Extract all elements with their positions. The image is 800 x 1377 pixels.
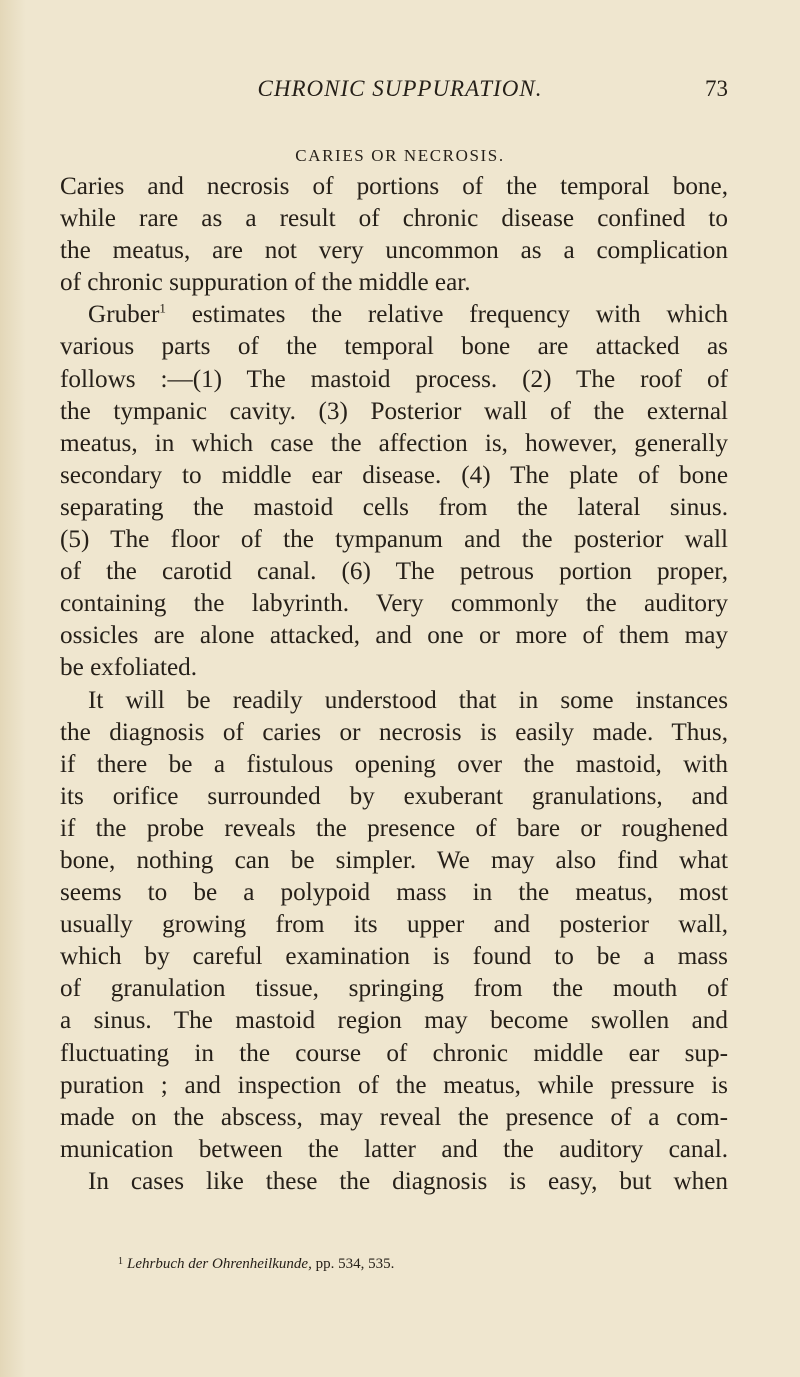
text-line: of granulation tissue, springing from the mouth of — [60, 975, 728, 1003]
text-line: containing the labyrinth. Very commonly the auditory — [60, 590, 728, 618]
text-line: follows :—(1) The mastoid process. (2) The roof of — [60, 365, 728, 393]
text-fragment: estimates the relative frequency with which — [191, 301, 728, 329]
text-line: made on the abscess, may reveal the presence of a com- — [60, 1103, 728, 1131]
text-line: which by careful examination is found to be a mass — [60, 943, 728, 971]
text-line: its orifice surrounded by exuberant granulations, and — [60, 782, 728, 810]
footnote-title: Lehrbuch der Ohrenheilkunde, — [127, 1256, 312, 1272]
text-line: while rare as a result of chronic disease confined to — [60, 205, 728, 233]
footnote-pages: pp. 534, 535. — [315, 1256, 395, 1272]
text-line: a sinus. The mastoid region may become swollen and — [60, 1007, 728, 1035]
text-line: various parts of the temporal bone are attacked as — [60, 333, 728, 361]
text-line: if there be a fistulous opening over the mastoid, with — [60, 750, 728, 778]
page-number: 73 — [705, 76, 728, 101]
text-line: Caries and necrosis of portions of the temporal bone, — [60, 173, 728, 200]
text-line: if the probe reveals the presence of bare or roughened — [60, 814, 728, 842]
text-line: the meatus, are not very uncommon as a complication — [60, 237, 728, 265]
text-line: bone, nothing can be simpler. We may also find what — [60, 846, 728, 874]
section-heading: CARIES OR NECROSIS. — [295, 146, 505, 165]
footnote-reference: 1 — [159, 300, 166, 316]
footnote — [118, 1256, 738, 1273]
body-text — [60, 171, 728, 1198]
text-line: seems to be a polypoid mass in the meatus, most — [60, 879, 728, 907]
text-line: It will be readily understood that in some instances — [88, 686, 728, 714]
text-line: puration ; and inspection of the meatus, while pressure is — [60, 1071, 728, 1099]
page-header — [0, 76, 800, 108]
page-edge — [0, 0, 26, 1377]
text-line: munication between the latter and the auditory canal. — [60, 1135, 728, 1163]
text-line — [60, 299, 728, 331]
text-line: of chronic suppuration of the middle ear. — [60, 269, 471, 297]
author-name: Gruber — [88, 301, 160, 329]
text-line: separating the mastoid cells from the lateral sinus. — [60, 493, 728, 521]
text-line: ossicles are alone attacked, and one or more of them may — [60, 622, 728, 650]
text-line: the diagnosis of caries or necrosis is easily made. Thus, — [60, 718, 728, 746]
text-line: secondary to middle ear disease. (4) The plate of bone — [60, 461, 728, 489]
text-line: meatus, in which case the affection is, however, generally — [60, 429, 728, 457]
text-line: the tympanic cavity. (3) Posterior wall of the external — [60, 397, 728, 425]
text-line: In cases like these the diagnosis is easy, but when — [88, 1167, 728, 1195]
footnote-mark: 1 — [118, 1256, 123, 1267]
text-line: fluctuating in the course of chronic middle ear sup- — [60, 1039, 728, 1067]
text-line: usually growing from its upper and posterior wall, — [60, 911, 728, 939]
running-head: CHRONIC SUPPURATION. — [257, 76, 543, 101]
text-line: be exfoliated. — [60, 654, 198, 682]
text-line: of the carotid canal. (6) The petrous portion proper, — [60, 558, 728, 586]
text-line: (5) The floor of the tympanum and the posterior wall — [60, 526, 728, 554]
